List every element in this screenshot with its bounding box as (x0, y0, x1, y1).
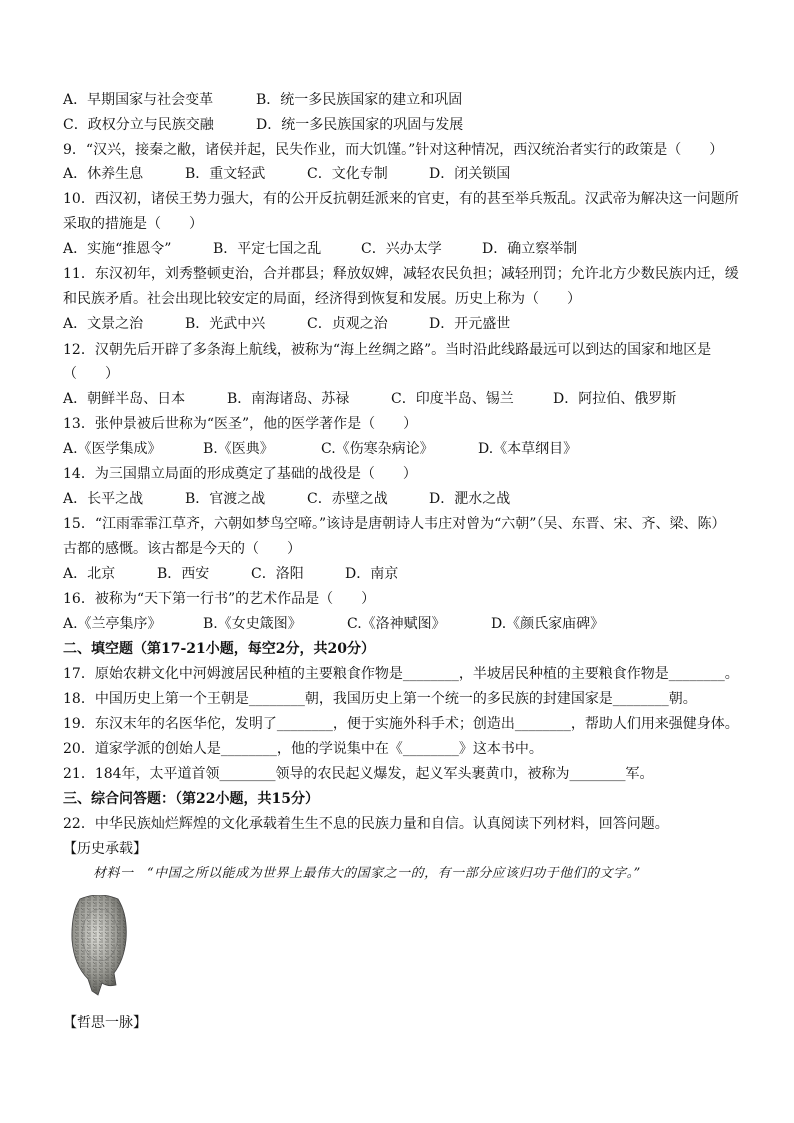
question-12-stem-2: （ ） (63, 366, 119, 382)
question-11-stem-2: 和民族矛盾。社会出现比较安定的局面，经济得到恢复和发展。历史上称为（ ） (63, 291, 581, 307)
q8-options (63, 90, 462, 110)
option-c: C．文化专制 (307, 166, 388, 182)
option-b: B.《女史箴图》 (203, 616, 302, 632)
option-d: D．确立察举制 (482, 241, 578, 257)
option-c: C．政权分立与民族交融 (63, 117, 214, 133)
option-b: B.《医典》 (203, 441, 274, 457)
question-10-stem-2: 采取的措施是（ ） (63, 216, 203, 232)
option-d: D．开元盛世 (429, 316, 511, 332)
option-b: B．光武中兴 (185, 316, 266, 332)
question-13-stem: 13．张仲景被后世称为“医圣”，他的医学著作是（ ） (63, 416, 418, 432)
q16-options (63, 614, 604, 634)
q15-options (63, 564, 398, 584)
option-c: C．兴办太学 (361, 241, 442, 257)
option-a: A.《兰亭集序》 (63, 616, 162, 632)
material-1: 材料一 “中国之所以能成为世界上最伟大的国家之一的，有一部分应该归功于他们的文字。” (93, 866, 641, 881)
q10-options (63, 239, 577, 259)
option-b: B．平定七国之乱 (213, 241, 322, 257)
question-21: 21．184年，太平道首领________领导的农民起义爆发，起义军头裹黄巾，被称为________军。 (63, 766, 654, 782)
option-c: C.《洛神赋图》 (347, 616, 446, 632)
question-16-stem: 16．被称为“天下第一行书”的艺术作品是（ ） (63, 591, 376, 607)
q12-options (63, 389, 676, 409)
question-14-stem: 14．为三国鼎立局面的形成奠定了基础的战役是（ ） (63, 466, 417, 482)
question-18: 18．中国历史上第一个王朝是________朝，我国历史上第一个统一的多民族的封建国家是________朝。 (63, 691, 697, 707)
option-a: A．早期国家与社会变革 (63, 92, 214, 108)
option-d: D．统一多民族国家的巩固与发展 (256, 117, 464, 133)
question-22: 22．中华民族灿烂辉煌的文化承载着生生不息的民族力量和自信。认真阅读下列材料，回答问题。 (63, 816, 669, 832)
q13-options (63, 439, 577, 459)
option-a: A．休养生息 (63, 166, 144, 182)
q9-options (63, 164, 510, 184)
option-b: B．南海诸岛、苏禄 (227, 391, 350, 407)
option-a: A．文景之治 (63, 316, 144, 332)
option-a: A.《医学集成》 (63, 441, 162, 457)
question-10-stem: 10．西汉初，诸侯王势力强大，有的公开反抗朝廷派来的官吏，有的甚至举兵叛乱。汉武帝为解决这一问题所 (63, 191, 739, 207)
option-a: A．实施“推恩令” (63, 241, 172, 257)
option-d: D.《本草纲目》 (478, 441, 578, 457)
question-17: 17．原始农耕文化中河姆渡居民种植的主要粮食作物是________，半坡居民种植的主要粮食作物是________。 (63, 666, 739, 682)
question-19: 19．东汉末年的名医华佗，发明了________，便于实施外科手术；创造出________，帮助人们用来强健身体。 (63, 716, 739, 732)
option-c: C．印度半岛、锡兰 (391, 391, 514, 407)
option-c: C．赤壁之战 (307, 491, 388, 507)
option-b: B．重文轻武 (185, 166, 266, 182)
option-d: D．南京 (345, 566, 399, 582)
option-b: B．官渡之战 (185, 491, 266, 507)
question-9-stem: 9．“汉兴，接秦之敝，诸侯并起，民失作业，而大饥馑。”针对这种情况，西汉统治者实行的政策是（ ） (63, 142, 724, 158)
option-d: D．阿拉伯、俄罗斯 (553, 391, 677, 407)
question-15-stem-2: 古都的感慨。该古都是今天的（ ） (63, 541, 301, 557)
option-b: B．西安 (157, 566, 210, 582)
option-c: C.《伤寒杂病论》 (321, 441, 434, 457)
bronze-artifact-image (68, 895, 130, 1003)
heading-philosophy: 【哲思一脉】 (63, 1015, 147, 1031)
section-3-heading: 三、综合问答题：（第22小题，共15分） (63, 791, 319, 807)
question-20: 20．道家学派的创始人是________，他的学说集中在《________》这本书中。 (63, 741, 543, 757)
question-15-stem: 15．“江雨霏霏江草齐，六朝如梦鸟空啼。”该诗是唐朝诗人韦庄对曾为“六朝”（吴、东晋、宋、齐、梁、陈） (63, 516, 726, 532)
q11-options (63, 314, 510, 334)
option-c: C．贞观之治 (307, 316, 388, 332)
option-a: A．朝鲜半岛、日本 (63, 391, 186, 407)
section-2-heading: 二、填空题（第17-21小题，每空2分，共20分） (63, 641, 375, 657)
question-12-stem: 12．汉朝先后开辟了多条海上航线，被称为“海上丝绸之路”。当时沿此线路最远可以到达的国家和地区是 (63, 342, 712, 358)
option-d: D．闭关锁国 (429, 166, 511, 182)
option-b: B．统一多民族国家的建立和巩固 (256, 92, 463, 108)
option-d: D.《颜氏家庙碑》 (491, 616, 605, 632)
question-11-stem: 11．东汉初年，刘秀整顿吏治，合并郡县；释放奴婢，减轻农民负担；减轻刑罚；允许北方少数民族内迁，缓 (63, 266, 739, 282)
option-d: D．淝水之战 (429, 491, 511, 507)
q8-options-2 (63, 115, 463, 135)
heading-history: 【历史承载】 (63, 841, 147, 857)
option-a: A．北京 (63, 566, 116, 582)
option-a: A．长平之战 (63, 491, 144, 507)
option-c: C．洛阳 (251, 566, 304, 582)
q14-options (63, 489, 510, 509)
